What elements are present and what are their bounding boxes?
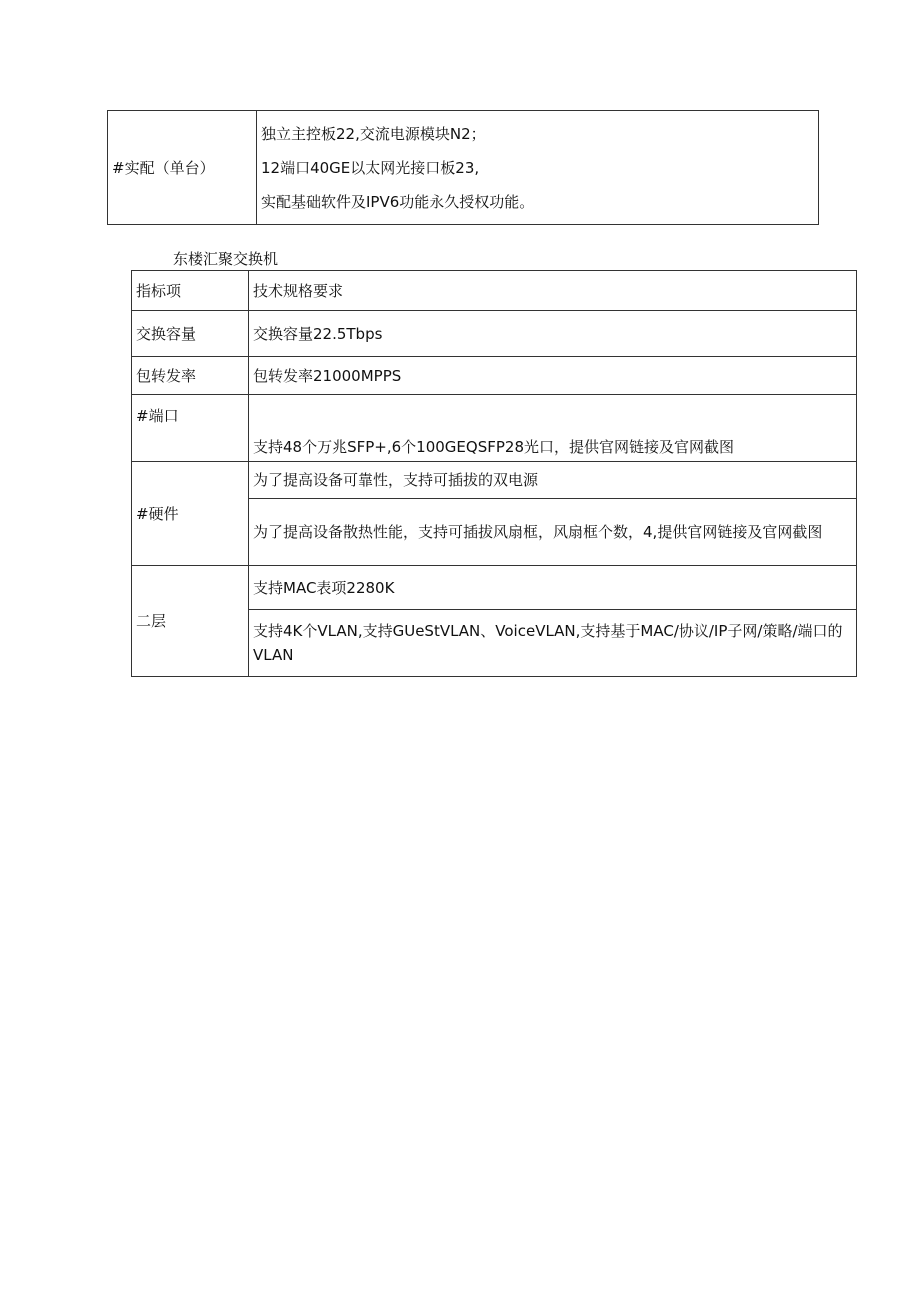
- forwarding-value-cell: 包转发率21000MPPS: [249, 357, 857, 395]
- config-details: [257, 111, 819, 225]
- spec-table-caption: 东楼汇聚交换机: [173, 250, 279, 268]
- table-row: [132, 271, 857, 311]
- config-label: #实配（单台）: [108, 111, 257, 225]
- spec-table: [131, 270, 857, 677]
- hardware-value-cell: 为了提高设备可靠性，支持可插拔的双电源: [249, 462, 857, 499]
- capacity-value-cell: 交换容量22.5Tbps: [249, 311, 857, 357]
- layer2-item-cell: 二层: [132, 566, 249, 677]
- table-row: [132, 311, 857, 357]
- config-line: 独立主控板22,交流电源模块N2；: [261, 124, 486, 143]
- capacity-item-cell: 交换容量: [132, 311, 249, 357]
- config-line: 实配基础软件及IPV6功能永久授权功能。: [261, 192, 535, 211]
- config-line: 12端口40GE以太网光接口板23,: [261, 158, 480, 177]
- config-table: [107, 110, 819, 225]
- table-row: [132, 395, 857, 462]
- header-item-cell: 指标项: [132, 271, 249, 311]
- layer2-value-cell: 支持MAC表项2280K: [249, 566, 857, 610]
- hardware-value-cell: 为了提高设备散热性能，支持可插拔风扇框，风扇框个数，4,提供官网链接及官网截图: [249, 499, 857, 566]
- ports-item-cell: #端口: [132, 395, 249, 462]
- table-row: [132, 566, 857, 610]
- layer2-value-cell: 支持4K个VLAN,支持GUeStVLAN、VoiceVLAN,支持基于MAC/协议/IP子网/策略/端口的VLAN: [249, 610, 857, 677]
- table-row: [132, 462, 857, 499]
- hardware-item-cell: #硬件: [132, 462, 249, 566]
- forwarding-item-cell: 包转发率: [132, 357, 249, 395]
- header-requirement-cell: 技术规格要求: [249, 271, 857, 311]
- table-row: [132, 357, 857, 395]
- ports-value-cell: 支持48个万兆SFP+,6个100GEQSFP28光口，提供官网链接及官网截图: [249, 395, 857, 462]
